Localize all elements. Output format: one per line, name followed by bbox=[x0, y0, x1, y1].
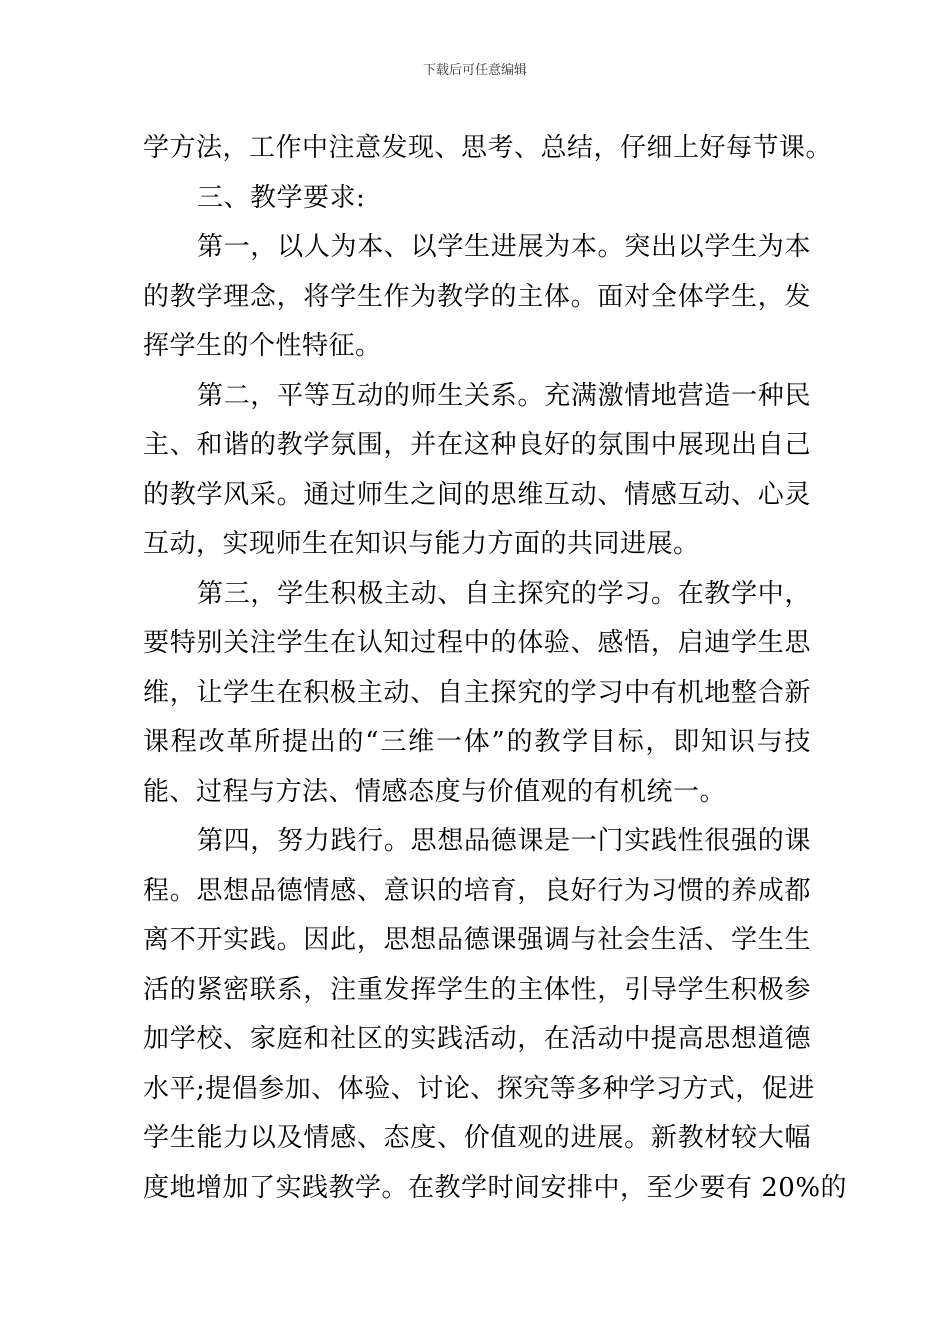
text-line: 加学校、家庭和社区的实践活动，在活动中提高思想道德 bbox=[143, 1024, 811, 1054]
text-line: 互动，实现师生在知识与能力方面的共同进展。 bbox=[143, 529, 700, 559]
text-line: 的教学风采。通过师生之间的思维互动、情感互动、心灵 bbox=[143, 479, 811, 510]
text-line: 第四，努力践行。思想品德课是一门实践性很强的课 bbox=[197, 826, 811, 856]
text-line: 学方法，工作中注意发现、思考、总结，仔细上好每节课。 bbox=[143, 133, 833, 163]
text-line: 离不开实践。因此，思想品德课强调与社会生活、学生生 bbox=[143, 925, 811, 955]
text-line: 能、过程与方法、情感态度与价值观的有机统一。 bbox=[143, 776, 727, 807]
text-line: 课程改革所提出的“三维一体”的教学目标，即知识与技 bbox=[143, 727, 811, 757]
document-body bbox=[143, 124, 848, 1213]
text-line: 维，让学生在积极主动、自主探究的学习中有机地整合新 bbox=[143, 677, 811, 708]
text-line: 水平;提倡参加、体验、讨论、探究等多种学习方式，促进 bbox=[143, 1073, 815, 1104]
text-line: 的教学理念，将学生作为教学的主体。面对全体学生，发 bbox=[143, 281, 811, 312]
section-heading: 三、教学要求: bbox=[197, 182, 366, 213]
text-line: 第三，学生积极主动、自主探究的学习。在教学中， bbox=[197, 578, 811, 609]
text-line: 第一，以人为本、以学生进展为本。突出以学生为本 bbox=[197, 232, 811, 262]
text-line: 活的紧密联系，注重发挥学生的主体性，引导学生积极参 bbox=[143, 974, 811, 1005]
text-line: 程。思想品德情感、意识的培育，良好行为习惯的养成都 bbox=[143, 875, 811, 906]
text-line: 要特别关注学生在认知过程中的体验、感悟，启迪学生思 bbox=[143, 628, 811, 658]
text-line: 度地增加了实践教学。在教学时间安排中，至少要有 20%的 bbox=[143, 1172, 848, 1203]
text-line: 主、和谐的教学氛围，并在这种良好的氛围中展现出自己 bbox=[143, 430, 811, 460]
text-line: 学生能力以及情感、态度、价值观的进展。新教材较大幅 bbox=[143, 1123, 811, 1153]
text-line: 第二，平等互动的师生关系。充满激情地营造一种民 bbox=[197, 380, 811, 411]
text-line: 挥学生的个性特征。 bbox=[143, 331, 382, 361]
page-header: 下载后可任意编辑 bbox=[422, 63, 527, 78]
